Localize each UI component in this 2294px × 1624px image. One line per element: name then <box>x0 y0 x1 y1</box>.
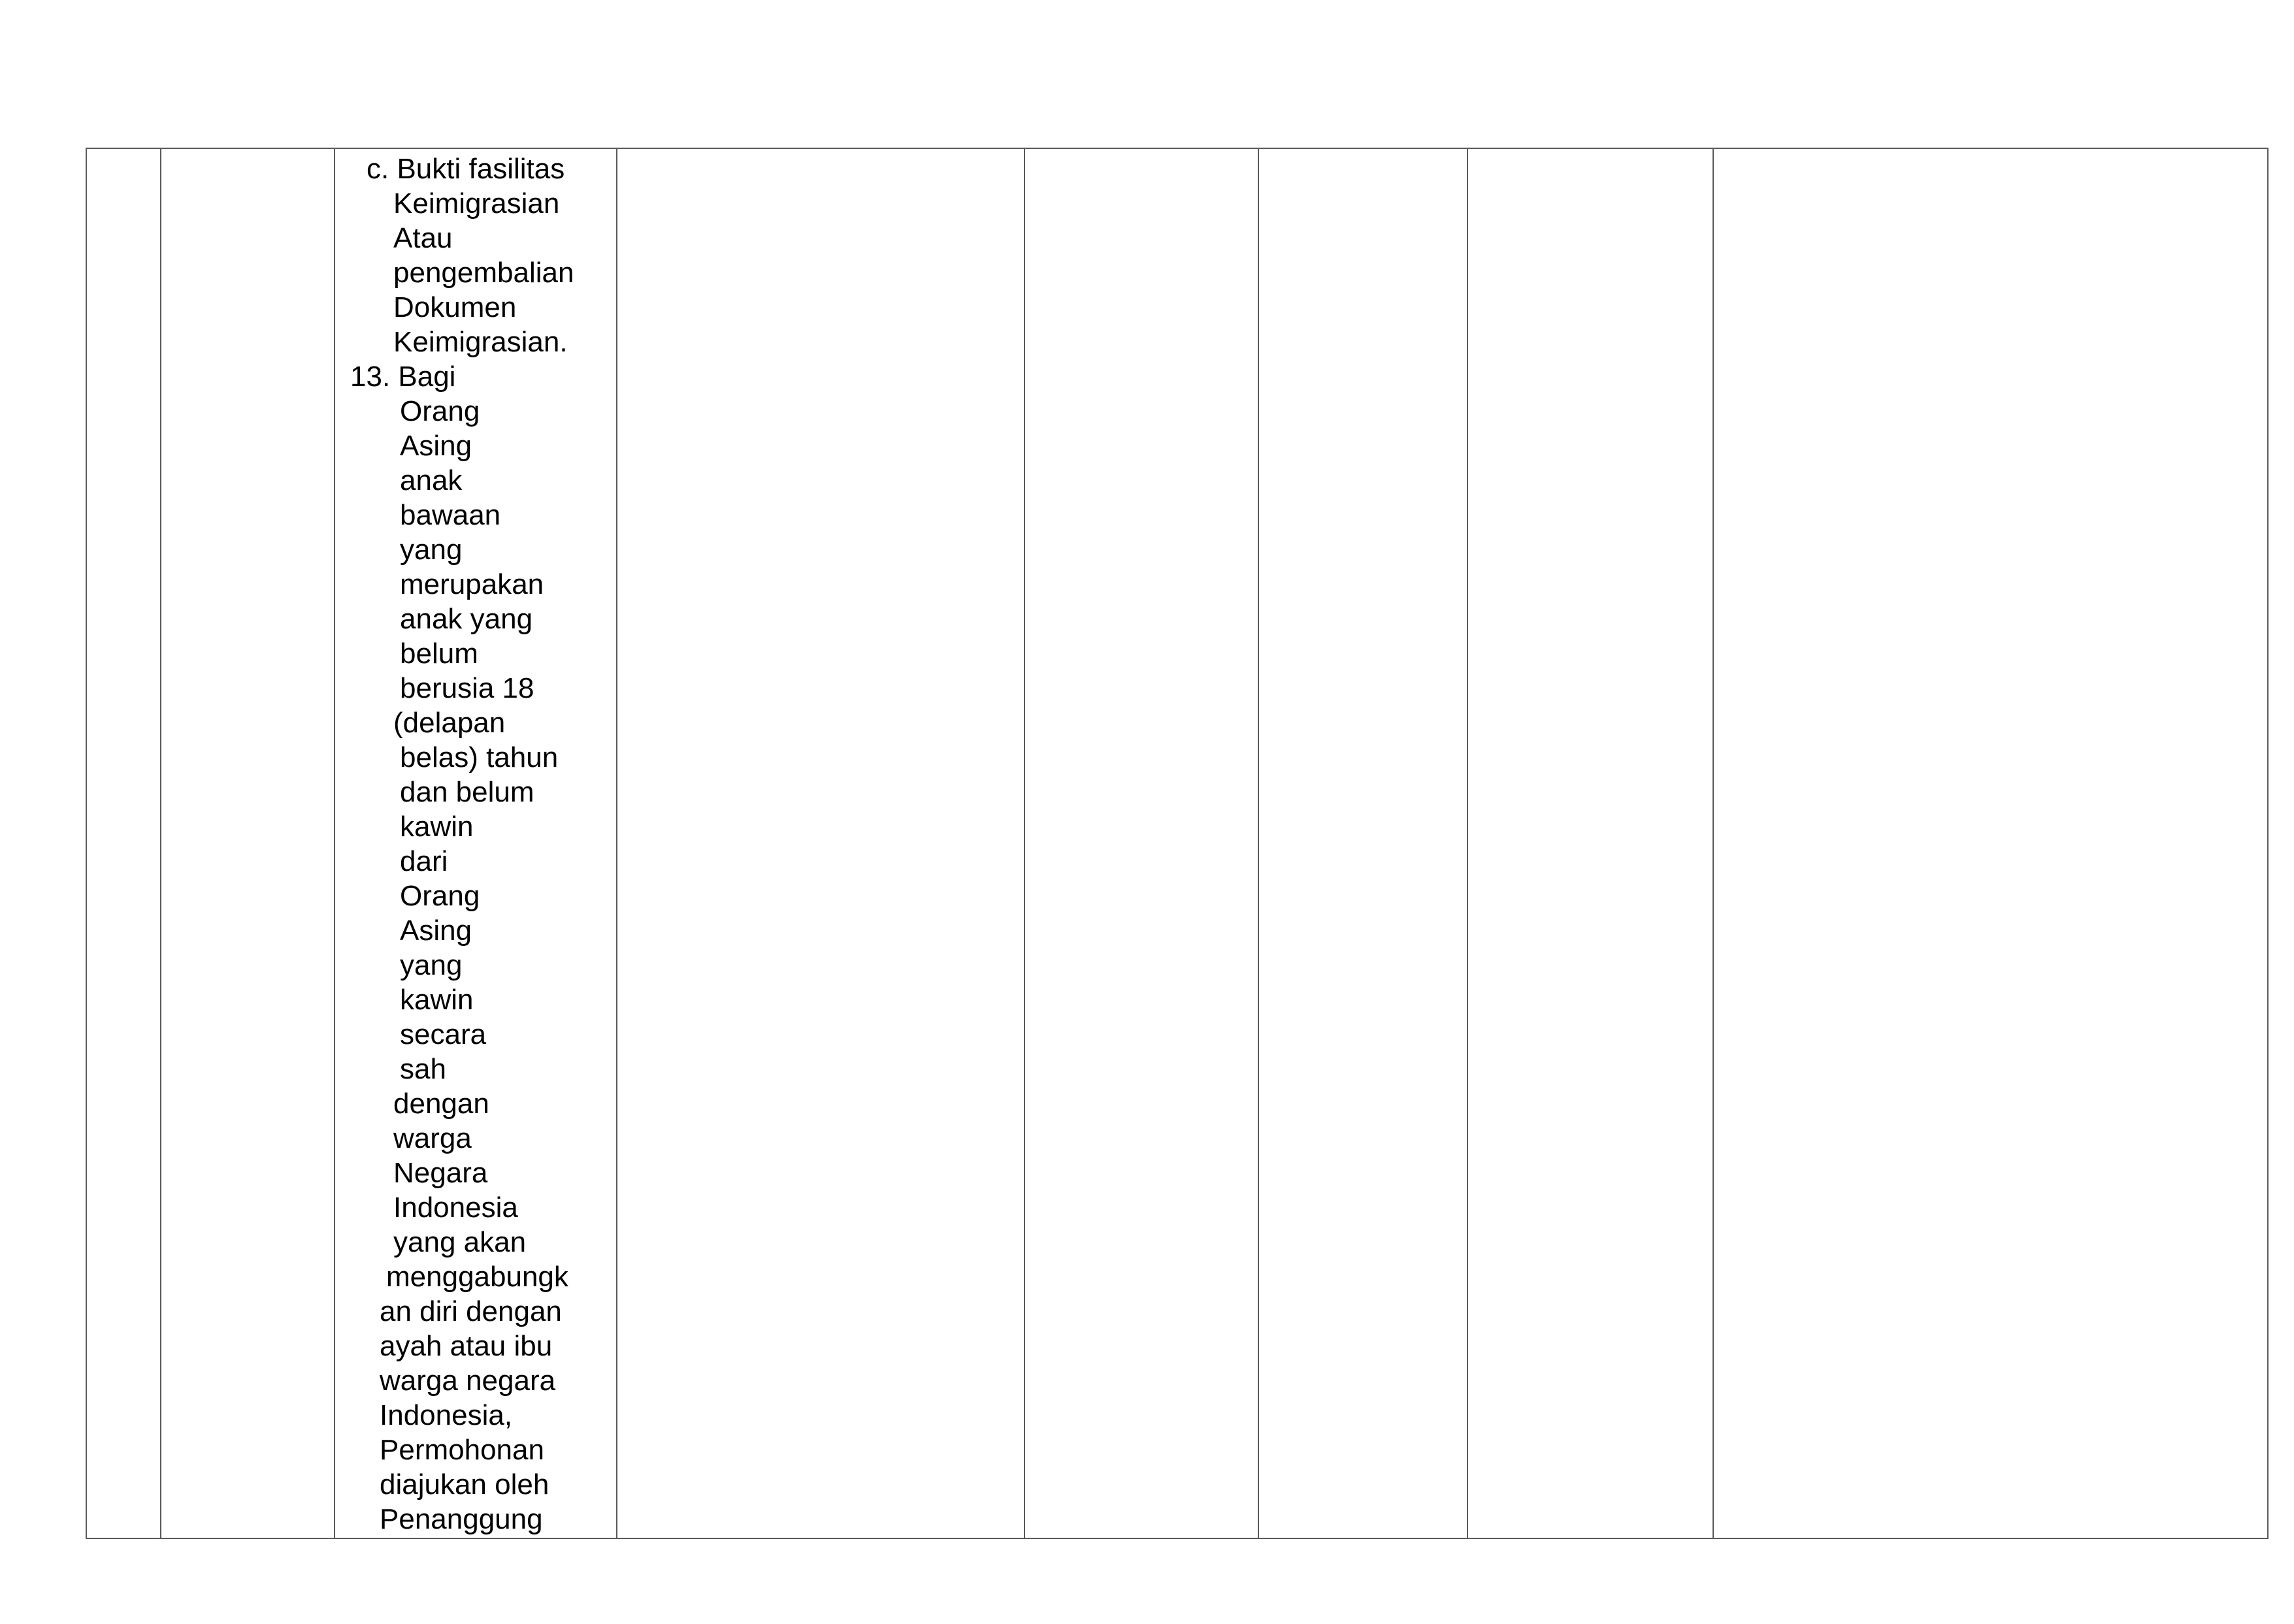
text-line: Penanggung <box>380 1503 543 1535</box>
text-line: Orang <box>400 880 480 912</box>
text-line: bawaan <box>400 499 501 531</box>
text-line: anak yang <box>400 603 533 635</box>
text-line: Asing <box>400 430 472 462</box>
text-line: menggabungk <box>386 1261 568 1293</box>
text-line: dengan <box>393 1088 489 1120</box>
text-line: Indonesia, <box>380 1399 513 1431</box>
table-cell-col-4 <box>617 148 1024 1538</box>
text-line: diajukan oleh <box>380 1469 549 1501</box>
text-line: belum <box>400 638 478 670</box>
table-cell-col-1 <box>86 148 161 1538</box>
text-line: Dokumen <box>393 291 517 323</box>
requirements-text <box>335 149 616 1536</box>
document-table <box>86 148 2269 1539</box>
text-line: dari <box>400 845 448 877</box>
text-line: ayah atau ibu <box>380 1330 553 1362</box>
text-line: kawin <box>400 811 474 843</box>
text-line: an diri dengan <box>380 1295 562 1327</box>
text-line: merupakan <box>400 568 544 600</box>
text-line: Keimigrasian. <box>393 326 568 358</box>
text-line: c. Bukti fasilitas <box>367 153 565 185</box>
text-line: yang <box>400 534 463 566</box>
table-cell-col-6 <box>1258 148 1467 1538</box>
table-cell-col-8 <box>1713 148 2268 1538</box>
text-line: (delapan <box>393 707 506 739</box>
text-line: Atau <box>393 222 453 254</box>
text-line: Keimigrasian <box>393 187 560 219</box>
table-cell-col-2 <box>161 148 335 1538</box>
text-line: warga negara <box>380 1365 556 1397</box>
text-line: pengembalian <box>393 257 574 289</box>
text-line: anak <box>400 464 463 496</box>
text-line: 13. Bagi <box>350 361 456 393</box>
text-line: yang <box>400 949 463 981</box>
text-line: sah <box>400 1053 446 1085</box>
text-line: Permohonan <box>380 1434 544 1466</box>
table-cell-col-3 <box>335 148 617 1538</box>
text-line: berusia 18 <box>400 672 534 704</box>
text-line: warga <box>393 1122 472 1154</box>
text-line: Indonesia <box>393 1192 518 1224</box>
table-row <box>86 148 2268 1538</box>
text-line: secara <box>400 1018 487 1050</box>
text-line: yang akan <box>393 1226 527 1258</box>
table-cell-col-5 <box>1024 148 1258 1538</box>
text-line: dan belum <box>400 776 534 808</box>
text-line: belas) tahun <box>400 741 559 773</box>
text-line: kawin <box>400 984 474 1016</box>
text-line: Negara <box>393 1157 488 1189</box>
text-line: Asing <box>400 915 472 947</box>
table-cell-col-7 <box>1467 148 1713 1538</box>
text-line: Orang <box>400 395 480 427</box>
